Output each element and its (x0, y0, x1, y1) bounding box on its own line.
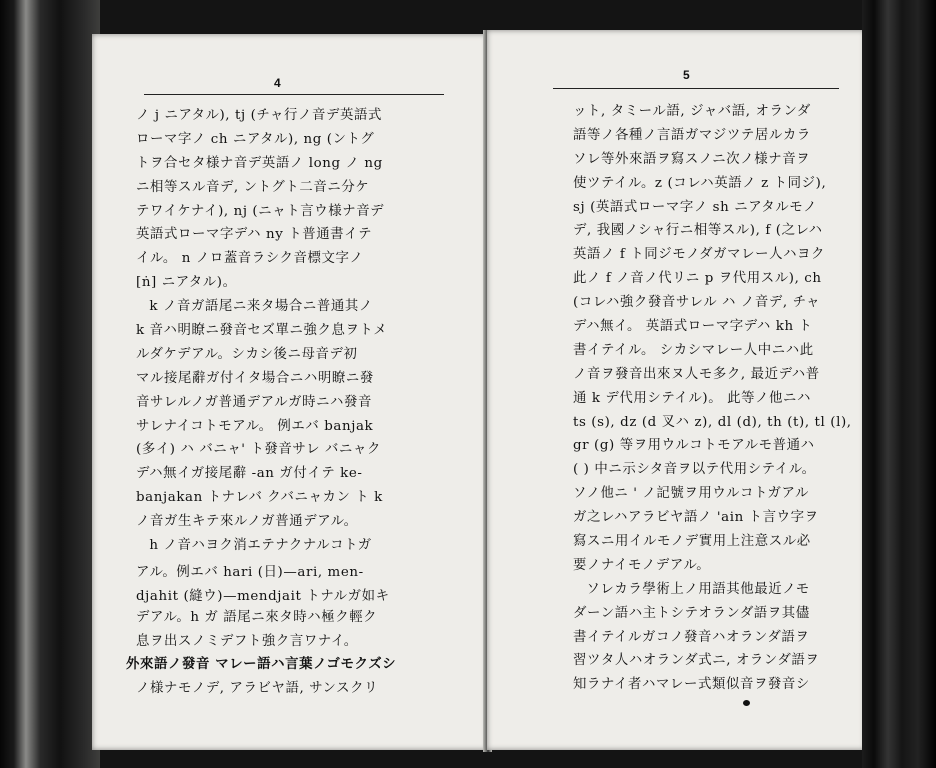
text-line: ノ様ナモノデ, アラビヤ語, サンスクリ (136, 681, 379, 697)
text-line: 書イテイル。 シカシマレー人中ニハ此 (573, 342, 814, 358)
text-line: ノ音ガ生キテ來ルノガ普通デアル。 (136, 514, 358, 530)
page-text (573, 100, 852, 697)
text-line: sj (英語式ローマ字ノ sh ニアタルモノ (573, 199, 818, 215)
page-number: 4 (274, 76, 281, 90)
text-line: ソレ等外來語ヲ寫スノニ次ノ様ナ音ヲ (573, 151, 811, 167)
text-line: 書イテイルガコノ發音ハオランダ語ヲ (573, 629, 810, 645)
page-text (126, 104, 397, 701)
right-page (487, 30, 865, 750)
text-line: ット, タミール語, ジャバ語, オランダ (573, 104, 811, 119)
text-line: ガ之レハアラビヤ語ノ 'ain ト言ウ字ヲ (573, 510, 819, 526)
text-line: トヲ合セタ様ナ音デ英語ノ long ノ ng (136, 155, 383, 171)
text-line: 通 k デ代用シテイル)。 此等ノ他ニハ (573, 390, 812, 406)
text-line: ( ) 中ニ示シタ音ヲ以テ代用シテイル。 (573, 462, 816, 478)
text-line: デハ無イガ接尾辭 -an ガ付イテ ke- (136, 466, 363, 482)
text-line: 語等ノ各種ノ言語ガマジツテ居ルカラ (573, 127, 811, 143)
header-rule (144, 94, 444, 95)
ink-blot (743, 700, 750, 706)
text-line: banjakan トナレバ クバニャカン ト k (136, 490, 383, 506)
left-page (92, 34, 487, 750)
text-line: 寫スニ用イルモノデ實用上注意スル必 (573, 534, 811, 550)
text-line: k ノ音ガ語尾ニ来タ場合ニ普通其ノ (149, 299, 373, 315)
text-line: 使ツテイル。z (コレハ英語ノ z ト同ジ), (573, 175, 827, 191)
text-line: イル。 n ノロ蓋音ラシク音標文字ノ (136, 251, 364, 267)
text-line: ソレカラ學術上ノ用語其他最近ノモ (586, 581, 810, 597)
text-line: 英語ノ f ト同ジモノダガマレー人ハヨク (573, 247, 826, 263)
book-spine-left (0, 0, 100, 768)
text-line: ニ相等スル音デ, ントグト二音ニ分ケ (136, 179, 370, 195)
text-line: ソノ他ニ ' ノ記號ヲ用ウルコトガアル (573, 486, 809, 502)
text-line: 此ノ f ノ音ノ代リニ p ヲ代用スル), ch (573, 271, 822, 287)
text-line: ts (s), dz (d 叉ハ z), dl (d), th (t), tl (l), (573, 414, 852, 430)
text-line: ノ j ニアタル), tj (チャ行ノ音デ英語式 (136, 108, 382, 123)
text-line: デハ無イ。 英語式ローマ字デハ kh ト (573, 319, 813, 335)
text-line: アル。例エバ hari (日)—ari, men- (136, 564, 364, 580)
section-heading-line: 外來語ノ發音 マレー語ハ言葉ノゴモクズシ (126, 656, 397, 673)
text-line: 習ツタ人ハオランダ式ニ, オランダ語ヲ (573, 653, 820, 669)
text-line: デアル。h ガ 語尾ニ來タ時ハ極ク輕ク (136, 609, 378, 625)
text-line: 知ラナイ者ハマレー式類似音ヲ發音シ (573, 677, 810, 693)
text-line: k 音ハ明瞭ニ發音セズ單ニ強ク息ヲトメ (136, 323, 388, 339)
page-number: 5 (683, 68, 690, 82)
text-line: 英語式ローマ字デハ ny ト普通書イテ (136, 227, 373, 243)
text-line: テワイケナイ), nj (ニャト言ウ様ナ音デ (136, 203, 385, 219)
text-line: ダーン語ハ主トシテオランダ語ヲ其儘 (573, 605, 810, 621)
book-edge-right (862, 0, 936, 768)
text-line: [ṅ] ニアタル)。 (136, 275, 237, 291)
text-line: djahit (縫ウ)—mendjait トナルガ如キ (136, 588, 390, 604)
text-line: 音サレルノガ普通デアルガ時ニハ發音 (136, 394, 373, 410)
text-line: ノ音ヲ發音出來ヌ人モ多ク, 最近デハ普 (573, 366, 820, 382)
text-line: 息ヲ出スノミデフト強ク言ワナイ。 (136, 633, 358, 649)
text-line: h ノ音ハヨク消エテナクナルコトガ (149, 538, 372, 554)
text-line: (多イ) ハ バニャ' ト發音サレ バニャク (136, 442, 381, 458)
text-line: ルダケデアル。シカシ後ニ母音デ初 (136, 346, 358, 362)
header-rule (553, 88, 839, 89)
text-line: サレナイコトモアル。 例エバ banjak (136, 418, 374, 434)
text-line: (コレハ強ク發音サレル ハ ノ音デ, チャ (573, 295, 821, 311)
text-line: デ, 我國ノシャ行ニ相等スル), f (之レハ (573, 223, 823, 239)
text-line: マル接尾辭ガ付イタ場合ニハ明瞭ニ發 (136, 370, 374, 386)
text-line: gr (g) 等ヲ用ウルコトモアルモ普通ハ (573, 438, 815, 454)
text-line: 要ノナイモノデアル。 (573, 557, 711, 573)
text-line: ローマ字ノ ch ニアタル), ng (ントグ (136, 131, 375, 147)
